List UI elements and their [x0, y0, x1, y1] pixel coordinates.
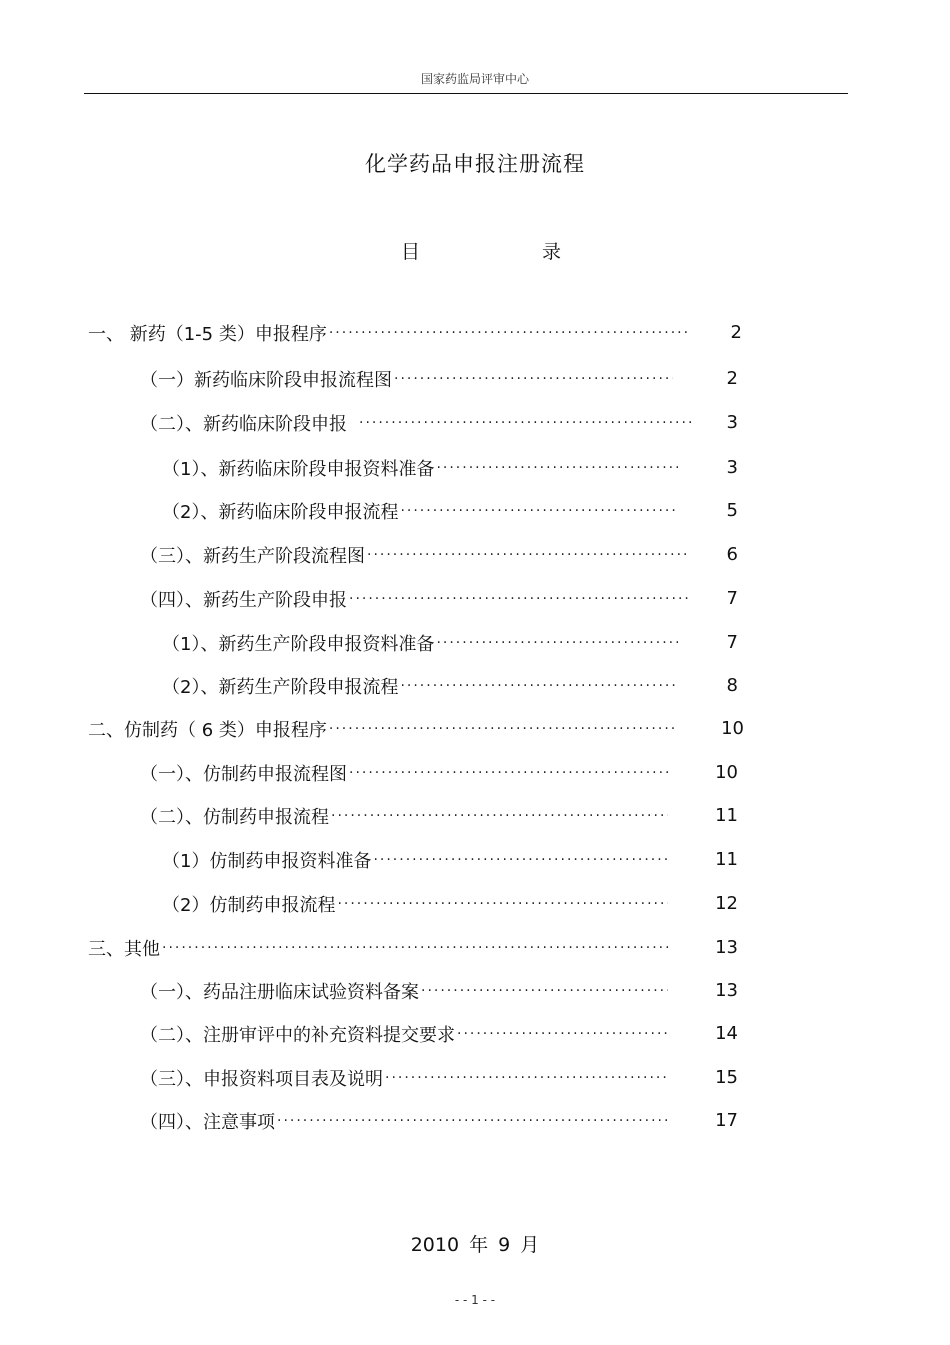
toc-entry[interactable] [140, 1021, 670, 1047]
toc-entry-page: 7 [726, 632, 738, 653]
toc-entry[interactable] [140, 366, 675, 392]
toc-entry-page: 3 [726, 457, 738, 478]
toc-leader-dots [359, 410, 693, 436]
document-date: 2010 年 9 月 [410, 1234, 540, 1256]
toc-entry-page: 12 [715, 893, 738, 914]
toc-entry[interactable] [162, 891, 670, 917]
toc-entry-label: 一、 新药（1-5 类）申报程序 [88, 324, 327, 345]
toc-entry-page: 14 [715, 1023, 738, 1044]
toc-entry-page: 10 [715, 762, 738, 783]
toc-entry[interactable] [162, 455, 680, 481]
toc-entry-label: 二、仿制药（ 6 类）申报程序 [88, 720, 327, 741]
toc-entry[interactable] [88, 320, 690, 346]
toc-entry-label: （二）、仿制药申报流程 [140, 807, 329, 828]
toc-entry-label: （2）、新药临床阶段申报流程 [162, 502, 399, 523]
toc-entry-label: （一）、药品注册临床试验资料备案 [140, 982, 419, 1003]
toc-entry[interactable] [140, 1108, 670, 1134]
toc-entry-page: 5 [726, 500, 738, 521]
toc-entry[interactable] [140, 1065, 670, 1091]
page-number: - - 1 - - [454, 1293, 496, 1307]
toc-entry-page: 15 [715, 1067, 738, 1088]
toc-entry-label: 三、其他 [88, 939, 160, 960]
toc-entry-page: 11 [715, 805, 738, 826]
toc-entry-label: （1）仿制药申报资料准备 [162, 851, 372, 872]
toc-leader-dots [457, 1021, 668, 1047]
toc-entry-label: （1）、新药临床阶段申报资料准备 [162, 459, 435, 480]
toc-leader-dots [331, 803, 668, 829]
toc-entry[interactable] [162, 630, 680, 656]
toc-entry-page: 2 [726, 368, 738, 389]
toc-leader-dots [400, 673, 678, 699]
toc-entry[interactable] [140, 803, 670, 829]
toc-leader-dots [349, 586, 688, 612]
document-title: 化学药品申报注册流程 [365, 152, 585, 176]
toc-leader-dots [394, 366, 673, 392]
toc-entry[interactable] [162, 498, 680, 524]
toc-entry-page: 7 [726, 588, 738, 609]
toc-entry-label: （四）、注意事项 [140, 1112, 275, 1133]
toc-leader-dots [329, 716, 676, 742]
toc-entry[interactable] [88, 716, 678, 742]
toc-entry-page: 8 [726, 675, 738, 696]
toc-entry-label: （三）、新药生产阶段流程图 [140, 546, 365, 567]
toc-leader-dots [373, 847, 668, 873]
toc-entry[interactable] [140, 586, 690, 612]
toc-entry-label: （二）、注册审评中的补充资料提交要求 [140, 1025, 455, 1046]
toc-leader-dots [277, 1108, 668, 1134]
toc-heading-right: 录 [541, 241, 561, 263]
toc-leader-dots [385, 1065, 668, 1091]
toc-entry-page: 10 [721, 718, 744, 739]
toc-entry-label: （2）、新药生产阶段申报流程 [162, 677, 399, 698]
toc-leader-dots [400, 498, 678, 524]
toc-entry-label: （2）仿制药申报流程 [162, 895, 336, 916]
page-header: 国家药监局评审中心 [420, 72, 529, 86]
toc-entry[interactable] [140, 760, 670, 786]
toc-entry-label: （三）、申报资料项目表及说明 [140, 1069, 383, 1090]
toc-leader-dots [337, 891, 668, 917]
toc-entry-page: 6 [726, 544, 738, 565]
toc-entry-page: 2 [730, 322, 742, 343]
toc-entry-label: （一）、仿制药申报流程图 [140, 764, 347, 785]
toc-entry-label: （二）、新药临床阶段申报 [140, 414, 347, 435]
toc-entry-label: （一）新药临床阶段申报流程图 [140, 370, 392, 391]
toc-leader-dots [436, 630, 678, 656]
toc-entry-page: 13 [715, 937, 738, 958]
toc-leader-dots [421, 978, 668, 1004]
toc-leader-dots [329, 320, 688, 346]
toc-leader-dots [349, 760, 668, 786]
toc-entry[interactable] [140, 410, 695, 436]
toc-entry-label: （1）、新药生产阶段申报资料准备 [162, 634, 435, 655]
toc-entry[interactable] [140, 978, 670, 1004]
toc-entry[interactable] [140, 542, 690, 568]
toc-entry-page: 17 [715, 1110, 738, 1131]
toc-leader-dots [162, 935, 671, 961]
toc-entry-page: 3 [726, 412, 738, 433]
toc-entry[interactable] [162, 847, 670, 873]
toc-leader-dots [436, 455, 678, 481]
toc-entry[interactable] [162, 673, 680, 699]
toc-entry-page: 13 [715, 980, 738, 1001]
toc-leader-dots [367, 542, 688, 568]
toc-entry-page: 11 [715, 849, 738, 870]
toc-heading-left: 目 [401, 241, 421, 263]
toc-entry[interactable] [88, 935, 673, 961]
toc-entry-label: （四）、新药生产阶段申报 [140, 590, 347, 611]
